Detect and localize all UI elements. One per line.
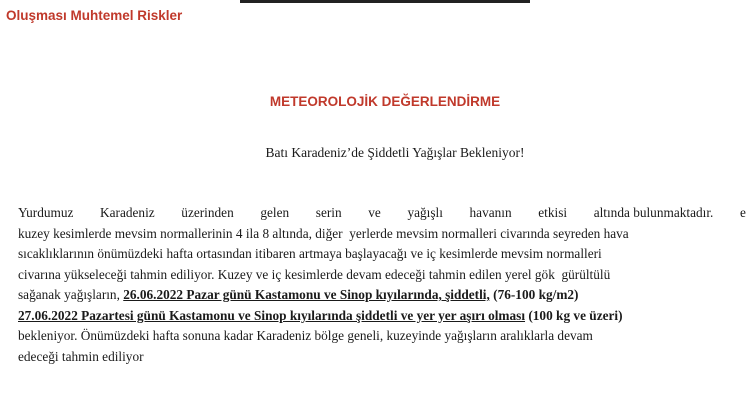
meteorological-assessment-heading: METEOROLOJİK DEĞERLENDİRME (269, 94, 501, 109)
paragraph-line-3 (18, 244, 746, 265)
monday-warning: 27.06.2022 Pazartesi günü Kastamonu ve Sinop kıyılarında şiddetli ve yer yer aşırı olması (18, 307, 526, 323)
sunday-warning: 26.06.2022 Pazar günü Kastamonu ve Sinop kıyılarında, şiddetli, (123, 287, 490, 302)
line-text: sağanak yağışların, (18, 287, 124, 302)
paragraph-line-2 (18, 224, 746, 245)
sunday-amount: (76-100 kg/m2) (489, 287, 579, 302)
top-clipped-heading-rule (240, 0, 530, 3)
line-text: sıcaklıklarının önümüzdeki hafta ortasından itibaren artmaya başlayacağı ve iç kesimlerde mevsim normalleri (18, 246, 602, 261)
word: gelen (260, 205, 290, 220)
paragraph-line-1 (18, 203, 746, 224)
word: e (739, 205, 746, 220)
paragraph-line-5 (18, 285, 746, 306)
paragraph-line-7 (18, 326, 746, 347)
word: Karadeniz (100, 205, 155, 220)
line-text: kuzey kesimlerde mevsim normallerinin 4 ila 8 altında, diğer yerlerde mevsim normalleri civarında seyreden hava (18, 225, 629, 241)
word: Yurdumuz (18, 205, 74, 220)
word: serin (315, 205, 342, 220)
monday-amount: (100 kg ve üzeri) (525, 307, 623, 323)
word: ve (368, 205, 381, 220)
word: etkisi (538, 205, 568, 220)
line-text: edeceği tahmin ediliyor (18, 348, 144, 364)
word: üzerinden (181, 205, 234, 220)
paragraph-line-8 (18, 347, 746, 368)
line-text: civarına yükseleceği tahmin ediliyor. Kuzey ve iç kesimlerde devam edeceği tahmin edilen yerel gök gürültülü (18, 266, 611, 282)
assessment-paragraph (18, 203, 746, 367)
word: altında bulunmaktadır. (593, 205, 714, 220)
risks-section-label: Oluşması Muhtemel Riskler (6, 8, 183, 23)
line-text: bekleniyor. Önümüzdeki hafta sonuna kadar Karadeniz bölge geneli, kuzeyinde yağışların aralıklarla devam (18, 328, 593, 343)
word: yağışlı (407, 205, 443, 220)
word: havanın (469, 205, 512, 220)
paragraph-line-6 (18, 306, 746, 327)
paragraph-line-4 (18, 265, 746, 286)
warning-subtitle: Batı Karadeniz’de Şiddetli Yağışlar Bekleniyor! (265, 145, 525, 160)
